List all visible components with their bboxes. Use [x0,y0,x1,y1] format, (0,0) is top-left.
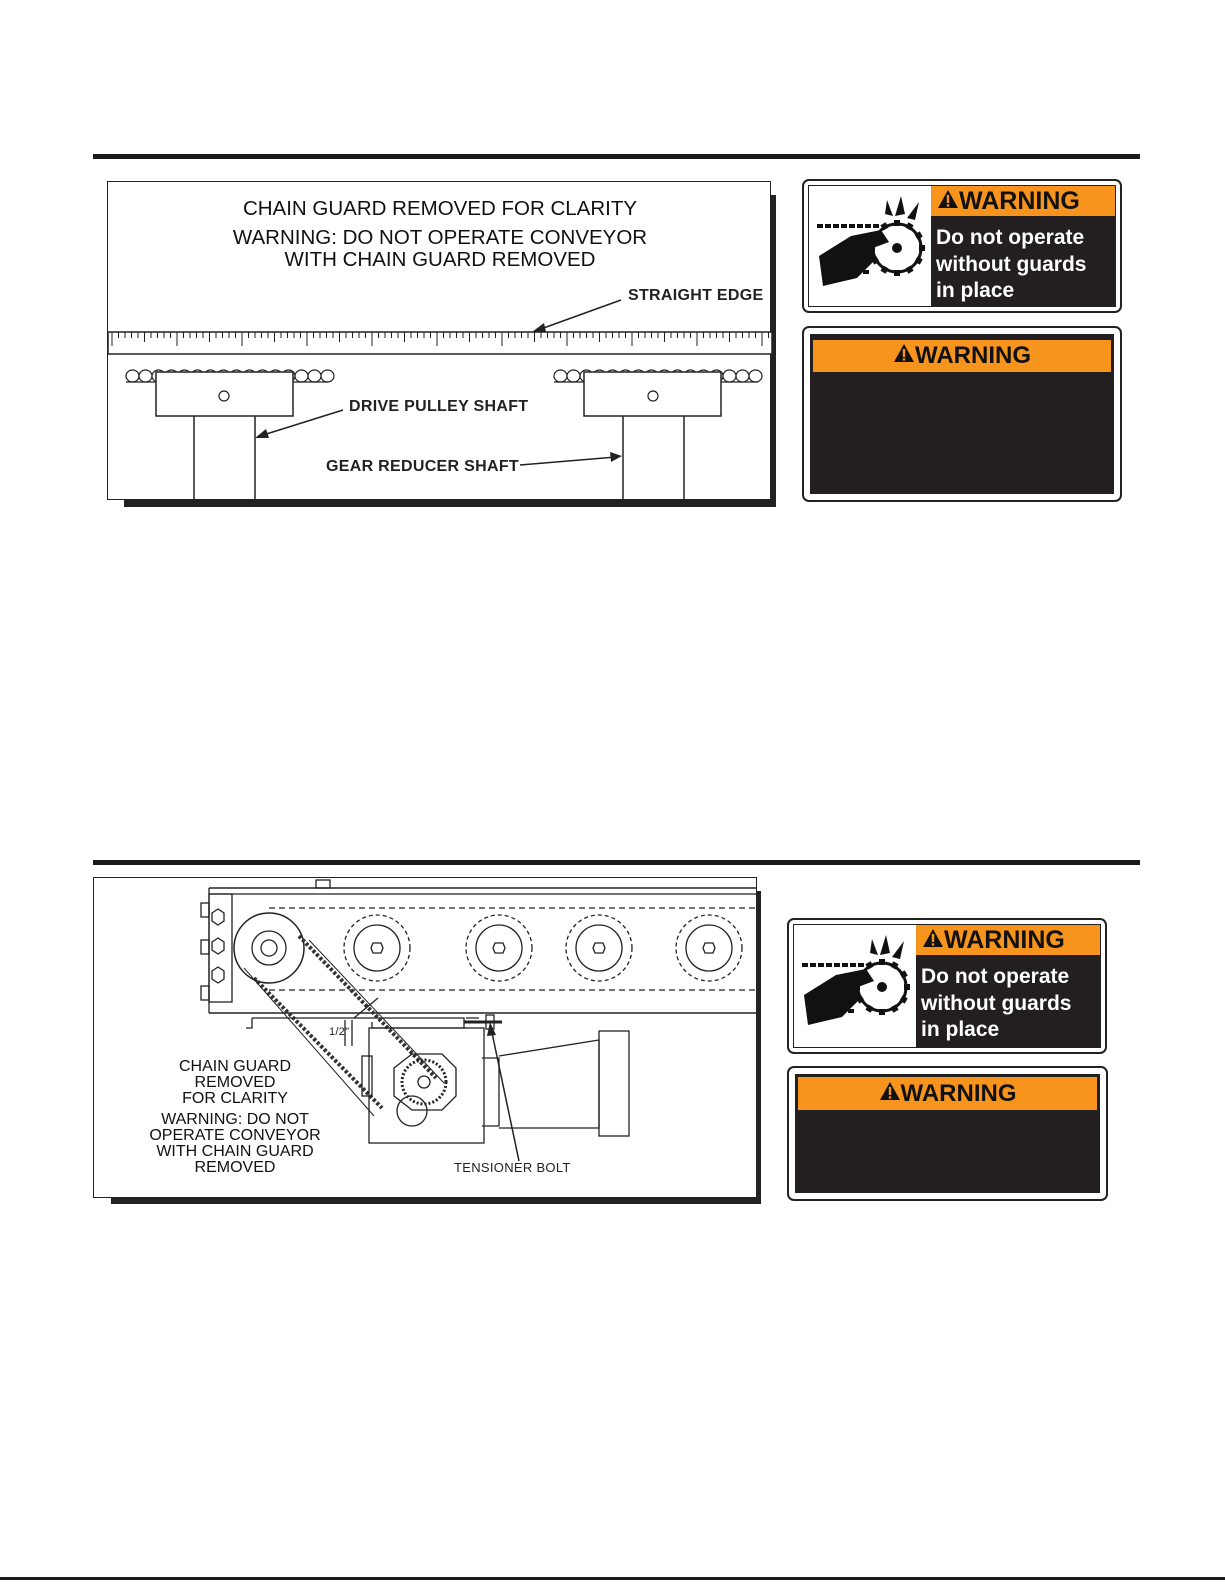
warning-triangle-icon [922,926,944,955]
figure-chain-tensioner [93,877,757,1198]
decal-heading: WARNING [900,1079,1017,1107]
decal-heading: WARNING [944,925,1065,954]
decal-body-line2: without guards [921,991,1072,1015]
figure2-warning-line4: REMOVED [194,1159,276,1176]
figure-straight-edge-alignment [107,181,771,500]
warning-triangle-icon [879,1080,901,1108]
label-gear-reducer-shaft: GEAR REDUCER SHAFT [326,458,519,475]
figure2-warning-line2: OPERATE CONVEYOR [149,1127,321,1144]
page-rule-bottom [0,1577,1225,1580]
decal-body-line3: in place [921,1018,1000,1042]
label-drive-pulley-shaft: DRIVE PULLEY SHAFT [349,398,529,415]
decal-body-line1: Do not operate [921,965,1070,988]
figure2-note [124,1059,346,1176]
section-rule-top [93,154,1140,159]
hand-in-sprocket-icon [809,186,931,306]
figure1-note [108,199,772,271]
warning-decal-blank [802,326,1122,502]
decal-heading: WARNING [915,342,1031,369]
figure2-warning-line3: WITH CHAIN GUARD [156,1143,314,1160]
label-dimension: 1/2" [329,1026,350,1038]
warning-decal-blank-2 [787,1066,1108,1201]
label-straight-edge: STRAIGHT EDGE [628,287,764,304]
figure2-note-line2: REMOVED [194,1074,276,1091]
decal-body-line3: in place [936,279,1015,303]
decal-body-line2: without guards [936,252,1087,276]
figure1-note-line3: WITH CHAIN GUARD REMOVED [284,248,596,271]
figure1-note-line2: WARNING: DO NOT OPERATE CONVEYOR [232,225,648,249]
figure2-note-line1: CHAIN GUARD [178,1058,291,1075]
figure1-note-line1: CHAIN GUARD REMOVED FOR CLARITY [242,197,638,220]
label-tensioner-bolt: TENSIONER BOLT [454,1160,571,1175]
figure2-note-line3: FOR CLARITY [182,1090,288,1107]
decal-body-line1: Do not operate [936,226,1085,249]
warning-triangle-icon [893,342,915,370]
warning-decal-guards [802,179,1122,313]
warning-triangle-icon [937,187,959,216]
hand-in-sprocket-icon [794,925,916,1047]
decal-heading: WARNING [959,186,1080,215]
warning-decal-guards-2 [787,918,1107,1054]
section-rule-middle [93,860,1140,865]
figure2-warning-line1: WARNING: DO NOT [161,1111,309,1128]
